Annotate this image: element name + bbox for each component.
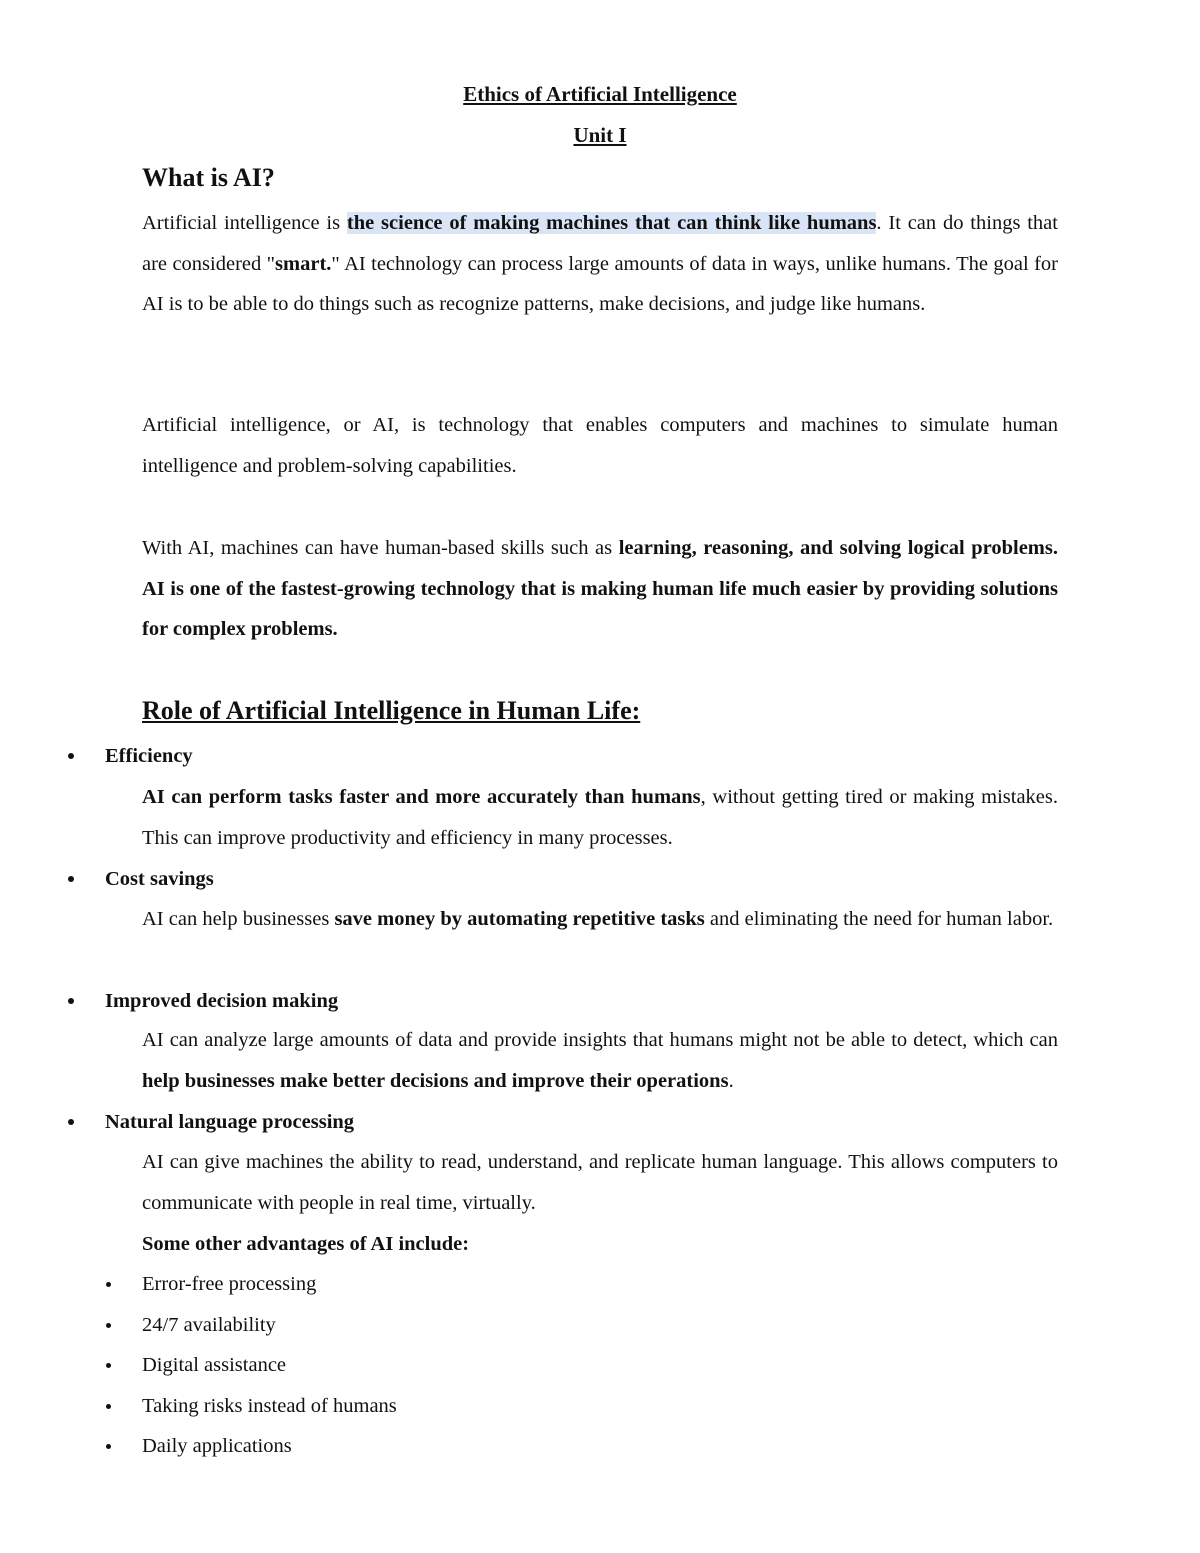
bullet-icon (106, 1323, 111, 1328)
bullet-icon (106, 1282, 111, 1287)
other-advantages-title: Some other advantages of AI include: (142, 1233, 470, 1255)
bold-text: save money by automating repetitive tasks (334, 908, 705, 930)
bullet-icon (106, 1404, 111, 1409)
list-item (0, 1264, 1200, 1304)
bullet-icon (68, 753, 74, 759)
text-span: " AI technology can process large amounts of data in ways, unlike humans. The goal for AI is to be able to do things such as recognize patterns, make decisions, and judge like humans. (142, 252, 1058, 316)
list-item-description (142, 777, 1058, 858)
list-item-label: Daily applications (142, 1435, 292, 1457)
section-heading-role: Role of Artificial Intelligence in Human Life: (142, 696, 641, 725)
text-span: and eliminating the need for human labor. (704, 908, 1054, 930)
list-item (0, 1345, 1200, 1385)
list-item-description (142, 1020, 1058, 1101)
list-item-nlp (0, 1102, 1200, 1142)
text-span: AI can help businesses (142, 908, 335, 930)
list-item-label: Efficiency (105, 745, 193, 767)
highlighted-text: the science of making machines that can think like humans (346, 212, 877, 234)
bold-text: help businesses make better decisions and improve their operations (142, 1069, 729, 1092)
list-item-label: Digital assistance (142, 1354, 287, 1376)
list-item (0, 1305, 1200, 1345)
paragraph-skills (142, 528, 1058, 650)
list-item-description (142, 899, 1058, 940)
document-title: Ethics of Artificial Intelligence (463, 82, 737, 106)
text-span: . (728, 1069, 734, 1092)
section-heading-what-is-ai: What is AI? (142, 163, 275, 192)
list-item-label: Cost savings (105, 868, 214, 890)
text-span: . It can do things that are considered " (142, 212, 1058, 275)
text-span: , without getting tired or making mistakes. This can improve productivity and efficiency in many processes. (142, 786, 1058, 849)
list-item-decision-making (0, 981, 1200, 1021)
list-item-label: Natural language processing (105, 1111, 355, 1133)
paragraph-simulate: Artificial intelligence, or AI, is technology that enables computers and machines to simulate human intelligence and problem-solving capabilities. (142, 414, 1058, 477)
list-item-label: Error-free processing (142, 1273, 317, 1295)
bold-text: AI can perform tasks faster and more accurately than humans (142, 786, 701, 808)
bullet-icon (106, 1444, 111, 1449)
list-item-label: Taking risks instead of humans (142, 1395, 397, 1417)
list-item-label: Improved decision making (105, 990, 339, 1012)
text-span: AI can analyze large amounts of data and provide insights that humans might not be able to detect, which can (142, 1029, 1058, 1051)
bullet-icon (68, 998, 74, 1004)
list-item (0, 1386, 1200, 1426)
text-span: With AI, machines can have human-based skills such as (142, 537, 619, 559)
unit-label: Unit I (573, 123, 627, 147)
text-span: Artificial intelligence is (142, 212, 347, 234)
bold-text: learning, reasoning, and solving logical problems. AI is one of the fastest-growing technology that is making human life much easier by providing solutions for complex problems. (142, 537, 1058, 641)
list-item-label: 24/7 availability (142, 1314, 276, 1336)
bullet-icon (68, 1119, 74, 1125)
list-item-description: AI can give machines the ability to read, understand, and replicate human language. This allows computers to communicate with people in real time, virtually. (142, 1151, 1058, 1214)
bold-text: smart. (275, 252, 332, 275)
bullet-icon (106, 1363, 111, 1368)
list-item-cost-savings (0, 859, 1200, 899)
list-item (0, 1426, 1200, 1466)
paragraph-definition (142, 203, 1058, 325)
bullet-icon (68, 876, 74, 882)
list-item-efficiency (0, 736, 1200, 776)
